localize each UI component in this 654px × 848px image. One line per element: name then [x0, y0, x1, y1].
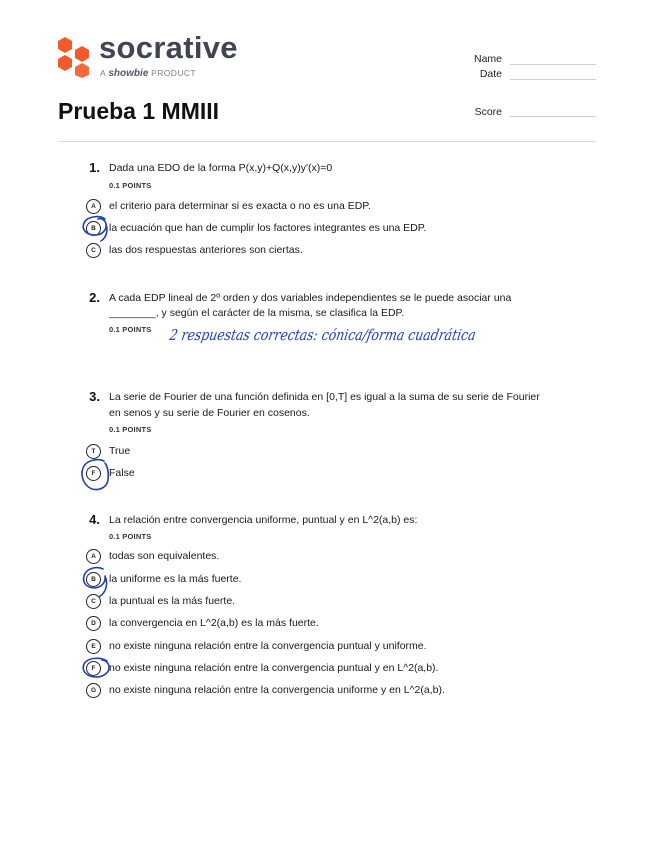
handwritten-answer	[168, 322, 539, 353]
option-false-bubble[interactable]: F	[86, 466, 101, 481]
question-points: 0.1 POINTS	[109, 325, 152, 334]
name-field[interactable]	[510, 63, 596, 65]
option-b-bubble[interactable]: B	[86, 221, 101, 236]
header-divider	[58, 141, 596, 142]
question-text-line-2: en senos y su serie de Fourier en cosenos.	[109, 407, 310, 419]
option-true-text: True	[109, 445, 131, 457]
score-label: Score	[474, 106, 502, 118]
option-d-bubble[interactable]: D	[86, 616, 101, 631]
option-f-text: no existe ninguna relación entre la convergencia puntual y en L^2(a,b).	[109, 662, 439, 674]
score-field[interactable]	[510, 115, 596, 117]
option-b-bubble[interactable]: B	[86, 572, 101, 587]
question-text-line-1: A cada EDP lineal de 2º orden y dos variables independientes se le puede asociar una	[109, 292, 512, 304]
question-number: 3.	[89, 389, 100, 404]
option-a-text: todas son equivalentes.	[109, 550, 220, 562]
option-a-text: el criterio para determinar si es exacta o no es una EDP.	[109, 200, 371, 212]
handwritten-answer-ink	[168, 322, 539, 348]
question-number: 2.	[89, 290, 100, 305]
question-points: 0.1 POINTS	[109, 181, 152, 190]
date-field[interactable]	[510, 78, 596, 80]
option-c-bubble[interactable]: C	[86, 243, 101, 258]
quiz-title: Prueba 1 MMIII	[58, 98, 220, 124]
question-text: Dada una EDO de la forma P(x,y)+Q(x,y)y'(x)=0	[109, 162, 333, 174]
option-b-text: la uniforme es la más fuerte.	[109, 573, 242, 585]
option-b-text: la ecuación que han de cumplir los factores integrantes es una EDP.	[109, 222, 427, 234]
socrative-logo-icon	[56, 36, 92, 78]
handwritten-answer-text: 2 respuestas correctas: cónica/forma cuadrática	[168, 326, 539, 344]
question-number: 4.	[89, 512, 100, 527]
question-number: 1.	[89, 160, 100, 175]
question-text: La relación entre convergencia uniforme, puntual y en L^2(a,b) es:	[109, 514, 418, 526]
question-points: 0.1 POINTS	[109, 425, 152, 434]
name-label: Name	[473, 53, 502, 65]
date-label: Date	[479, 68, 502, 80]
option-e-text: no existe ninguna relación entre la convergencia puntual y uniforme.	[109, 640, 427, 652]
option-a-bubble[interactable]: A	[86, 549, 101, 564]
option-c-bubble[interactable]: C	[86, 594, 101, 609]
option-f-bubble[interactable]: F	[86, 661, 101, 676]
option-g-bubble[interactable]: G	[86, 683, 101, 698]
option-a-bubble[interactable]: A	[86, 199, 101, 214]
option-d-text: la convergencia en L^2(a,b) es la más fuerte.	[109, 617, 319, 629]
option-g-text: no existe ninguna relación entre la convergencia uniforme y en L^2(a,b).	[109, 684, 445, 696]
option-false-text: False	[109, 467, 135, 479]
option-c-text: la puntual es la más fuerte.	[109, 595, 236, 607]
option-e-bubble[interactable]: E	[86, 639, 101, 654]
question-text-line-1: La serie de Fourier de una función definida en [0,T] es igual a la suma de su serie de Fourier	[109, 391, 540, 403]
question-text-line-2: ________, y según el carácter de la misma, se clasifica la EDP.	[109, 307, 405, 319]
question-points: 0.1 POINTS	[109, 532, 152, 541]
brand-tagline: A showbie PRODUCT	[100, 68, 196, 79]
brand-name: socrative	[99, 30, 238, 65]
option-c-text: las dos respuestas anteriores son ciertas.	[109, 244, 303, 256]
option-true-bubble[interactable]: T	[86, 444, 101, 459]
